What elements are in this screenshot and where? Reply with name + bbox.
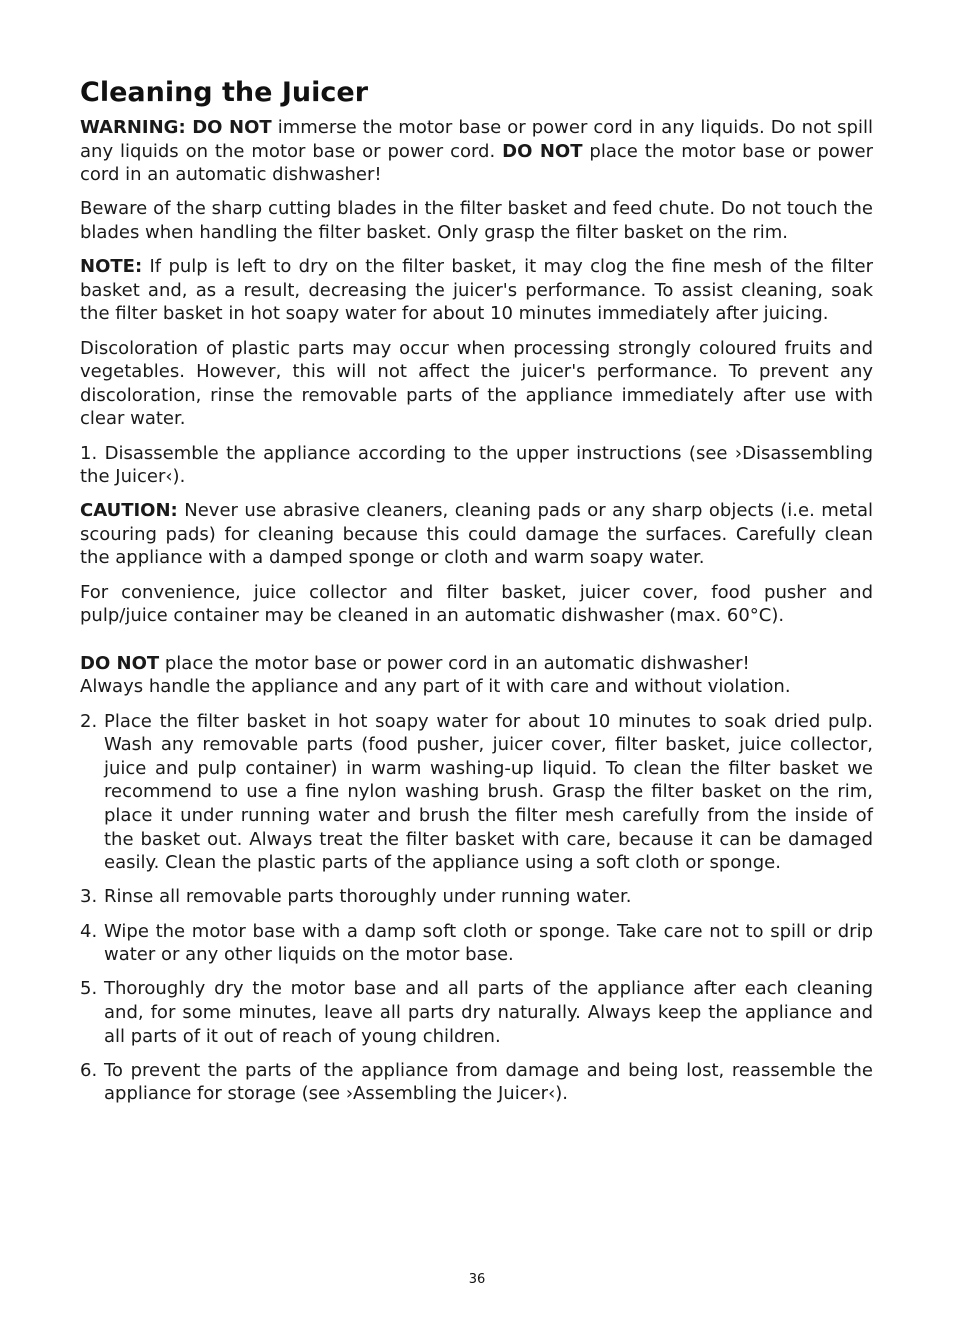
step-text: To prevent the parts of the appliance from damage and being lost, reassemble the appliance for storage (see ›Assembling the Juicer‹). — [104, 1059, 873, 1105]
step-number: 3. — [80, 886, 98, 908]
discoloration-paragraph: Discoloration of plastic parts may occur when processing strongly coloured fruits and vegetables. However, this will not affect the juicer's performance. To prevent any discoloration, rinse the removable parts of the appliance immediately after use with clear water. — [80, 337, 873, 430]
list-item — [80, 1059, 873, 1106]
list-item — [80, 920, 873, 967]
do-not-label: DO NOT — [80, 652, 160, 674]
page-number: 36 — [468, 1272, 486, 1287]
blades-paragraph: Beware of the sharp cutting blades in the filter basket and feed chute. Do not touch the blades when handling the filter basket. Only grasp the filter basket on the rim. — [80, 198, 873, 243]
steps-list — [80, 710, 873, 1106]
warning-do-not: DO NOT — [502, 140, 583, 162]
step-number: 5. — [80, 978, 98, 1000]
step-number: 4. — [80, 920, 98, 942]
step-1: 1. Disassemble the appliance according to the upper instructions (see ›Disassembling the Juicer‹). — [80, 442, 873, 488]
warning-text-2: place the motor base or power cord in an automatic dishwasher! — [80, 140, 873, 186]
step-text: Place the filter basket in hot soapy water for about 10 minutes to soak dried pulp. Wash any removable parts (food pusher, juicer cover, filter basket, juice collector, juice and pulp container) in warm washing-up liquid. To clean the filter basket we recommend to use a fine nylon washing brush. Grasp the filter basket on the rim, place it under running water and brush the filter mesh carefully from the inside of the basket out. Always treat the filter basket with care, because it can be damaged easily. Clean the plastic parts of the appliance using a soft cloth or sponge. — [104, 710, 873, 874]
warning-label: WARNING: DO NOT — [80, 117, 272, 138]
step-number: 6. — [80, 1059, 98, 1081]
caution-paragraph — [80, 499, 873, 570]
note-text: If pulp is left to dry on the filter basket, it may clog the fine mesh of the filter basket and, as a result, decreasing the juicer's performance. To assist cleaning, soak the filter basket in hot soapy water for about 10 minutes immediately after juicing. — [80, 256, 873, 325]
handle-paragraph: Always handle the appliance and any part of it with care and without violation. — [80, 676, 791, 698]
step-text: Rinse all removable parts thoroughly under running water. — [104, 886, 632, 908]
list-item — [80, 977, 873, 1048]
list-item — [80, 885, 873, 909]
do-not-text: place the motor base or power cord in an automatic dishwasher! — [159, 652, 750, 674]
page-content — [80, 74, 873, 1117]
step-number: 2. — [80, 710, 98, 732]
note-label: NOTE: — [80, 256, 143, 278]
step-text: Thoroughly dry the motor base and all parts of the appliance after each cleaning and, for some minutes, leave all parts dry naturally. Always keep the appliance and all parts of it out of reach of young children. — [104, 978, 873, 1047]
note-paragraph — [80, 255, 873, 326]
list-item — [80, 710, 873, 875]
warning-paragraph — [80, 116, 873, 187]
page-title: Cleaning the Juicer — [80, 77, 369, 108]
convenience-paragraph: For convenience, juice collector and filter basket, juicer cover, food pusher and pulp/juice container may be cleaned in an automatic dishwasher (max. 60°C). — [80, 581, 873, 627]
do-not-paragraph — [80, 652, 873, 676]
caution-text: Never use abrasive cleaners, cleaning pads or any sharp objects (i.e. metal scouring pads) for cleaning because this could damage the surfaces. Carefully clean the appliance with a damped sponge or cloth and warm soapy water. — [80, 500, 873, 569]
caution-label: CAUTION: — [80, 500, 178, 522]
warning-text-1: immerse the motor base or power cord in any liquids. Do not spill any liquids on the motor base or power cord. — [80, 117, 873, 162]
step-text: Wipe the motor base with a damp soft cloth or sponge. Take care not to spill or drip water or any other liquids on the motor base. — [104, 920, 873, 966]
